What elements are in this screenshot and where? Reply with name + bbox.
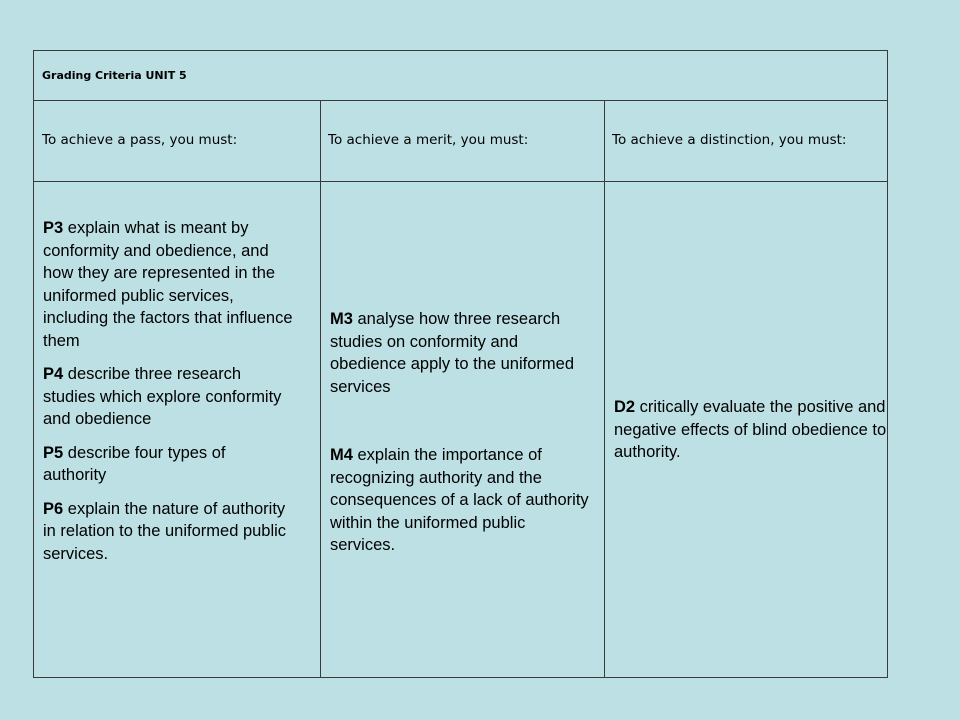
criterion-code: P4 <box>43 365 64 383</box>
criterion-code: P3 <box>43 219 64 237</box>
distinction-criteria-cell <box>605 182 888 677</box>
criterion-p3 <box>43 217 293 352</box>
merit-criteria-cell <box>321 182 604 677</box>
criterion-code: M3 <box>330 310 353 328</box>
header-merit: To achieve a merit, you must: <box>328 132 529 149</box>
criterion-text: explain the importance of recognizing authority and the consequences of a lack of authority within the uniformed public services. <box>330 446 589 554</box>
criterion-p5 <box>43 442 288 487</box>
criterion-p6 <box>43 498 288 566</box>
criterion-p4 <box>43 363 288 431</box>
criterion-text: critically evaluate the positive and negative effects of blind obedience to authority. <box>614 398 887 461</box>
criterion-code: P5 <box>43 443 64 462</box>
criterion-code: M4 <box>330 446 353 464</box>
pass-criteria-cell <box>34 182 320 677</box>
table-title-row <box>34 51 887 101</box>
criterion-m4 <box>330 444 592 557</box>
criterion-text: describe four types of authority <box>43 443 226 484</box>
criterion-code: P6 <box>43 499 64 518</box>
criterion-text: describe three research studies which explore conformity and obedience <box>43 365 282 428</box>
criterion-text: explain what is meant by conformity and obedience, and how they are represented in the uniformed public services, including the factors that influence them <box>43 219 293 350</box>
criterion-d2 <box>614 396 894 464</box>
criterion-text: explain the nature of authority in relation to the uniformed public services. <box>43 499 287 563</box>
table-title: Grading Criteria UNIT 5 <box>42 69 187 82</box>
header-distinction: To achieve a distinction, you must: <box>612 132 847 149</box>
criterion-code: D2 <box>614 398 636 416</box>
grading-criteria-table <box>33 50 888 678</box>
criterion-m3 <box>330 308 598 398</box>
criterion-text: analyse how three research studies on conformity and obedience apply to the uniformed services <box>330 310 575 396</box>
header-row <box>34 100 887 182</box>
header-pass: To achieve a pass, you must: <box>42 132 238 149</box>
